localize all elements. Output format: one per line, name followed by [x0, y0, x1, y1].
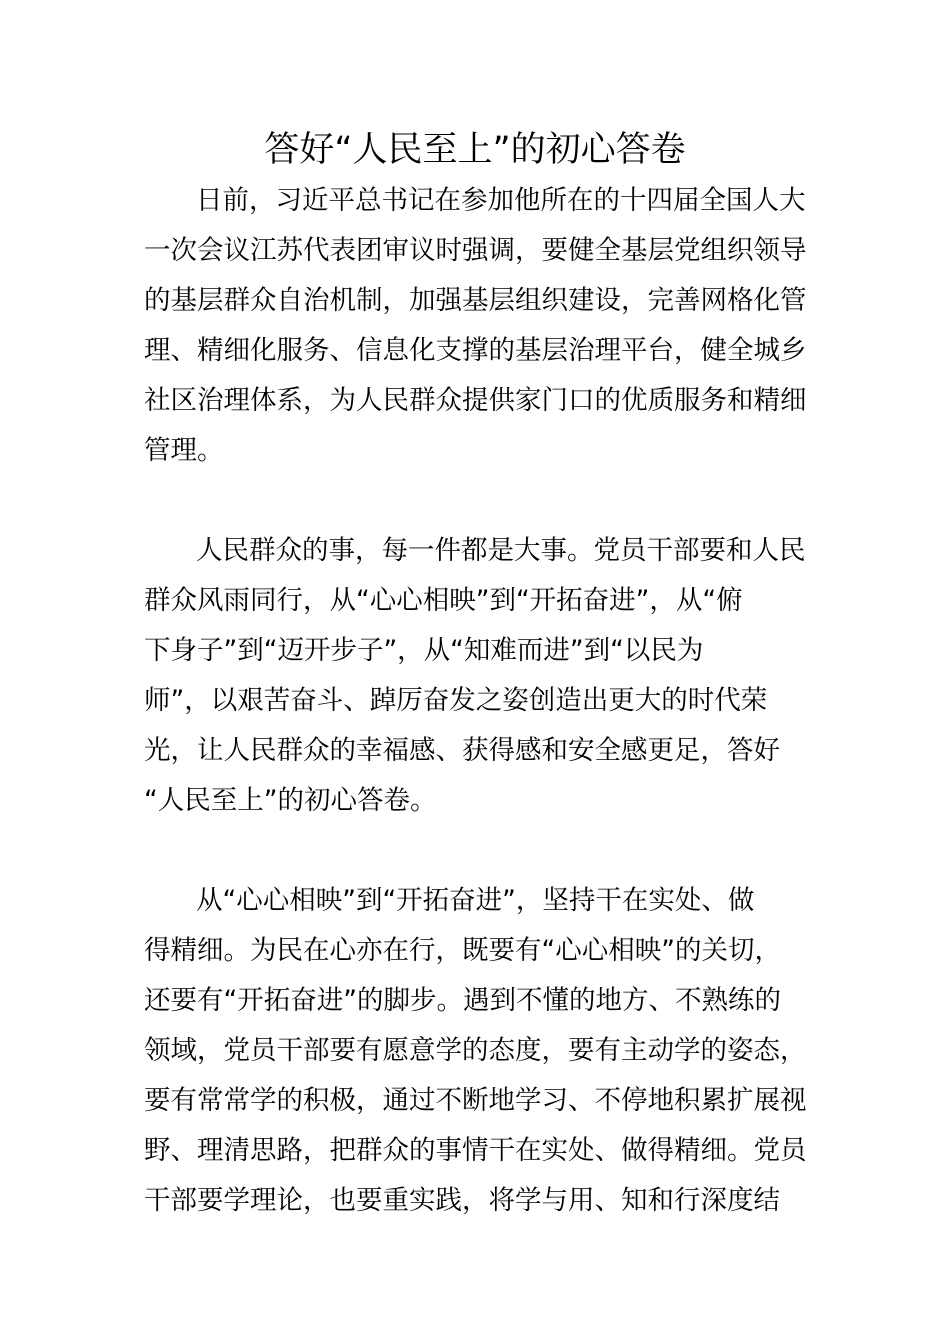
paragraph-spacer — [144, 826, 814, 876]
paragraph-3 — [144, 876, 814, 1226]
paragraph-line: 社区治理体系，为人民群众提供家门口的优质服务和精细 — [144, 385, 807, 416]
paragraph-line: 要有常常学的积极，通过不断地学习、不停地积累扩展视 — [144, 1085, 807, 1116]
paragraph-line: 理、精细化服务、信息化支撑的基层治理平台，健全城乡 — [144, 335, 807, 366]
paragraph-line: 还要有“开拓奋进”的脚步。遇到不懂的地方、不熟练的 — [144, 985, 781, 1016]
paragraph-line: 领域，党员干部要有愿意学的态度，要有主动学的姿态， — [144, 1035, 807, 1066]
paragraph-line: 师”，以艰苦奋斗、踔厉奋发之姿创造出更大的时代荣 — [144, 685, 768, 716]
paragraph-line: 的基层群众自治机制，加强基层组织建设，完善网格化管 — [144, 285, 807, 316]
paragraph-line: 下身子”到“迈开步子”，从“知难而进”到“以民为 — [144, 635, 704, 666]
paragraph-line: 日前，习近平总书记在参加他所在的十四届全国人大 — [196, 185, 806, 216]
paragraph-line: 管理。 — [144, 435, 224, 466]
paragraph-line: 干部要学理论，也要重实践，将学与用、知和行深度结 — [144, 1185, 780, 1216]
paragraph-2 — [144, 526, 814, 826]
paragraph-line: 群众风雨同行，从“心心相映”到“开拓奋进”，从“俯 — [144, 585, 743, 616]
paragraph-spacer — [144, 476, 814, 526]
paragraph-line: 从“心心相映”到“开拓奋进”，坚持干在实处、做 — [196, 885, 755, 916]
paragraph-line: “人民至上”的初心答卷。 — [144, 785, 437, 816]
paragraph-line: 光，让人民群众的幸福感、获得感和安全感更足，答好 — [144, 735, 780, 766]
paragraph-1 — [144, 176, 814, 476]
paragraph-line: 野、理清思路，把群众的事情干在实处、做得精细。党员 — [144, 1135, 807, 1166]
paragraph-line: 人民群众的事，每一件都是大事。党员干部要和人民 — [196, 535, 806, 566]
paragraph-line: 得精细。为民在心亦在行，既要有“心心相映”的关切， — [144, 935, 781, 966]
paragraph-line: 一次会议江苏代表团审议时强调，要健全基层党组织领导 — [144, 235, 807, 266]
document-title: 答好“人民至上”的初心答卷 — [264, 130, 686, 170]
document-body — [144, 176, 814, 1226]
